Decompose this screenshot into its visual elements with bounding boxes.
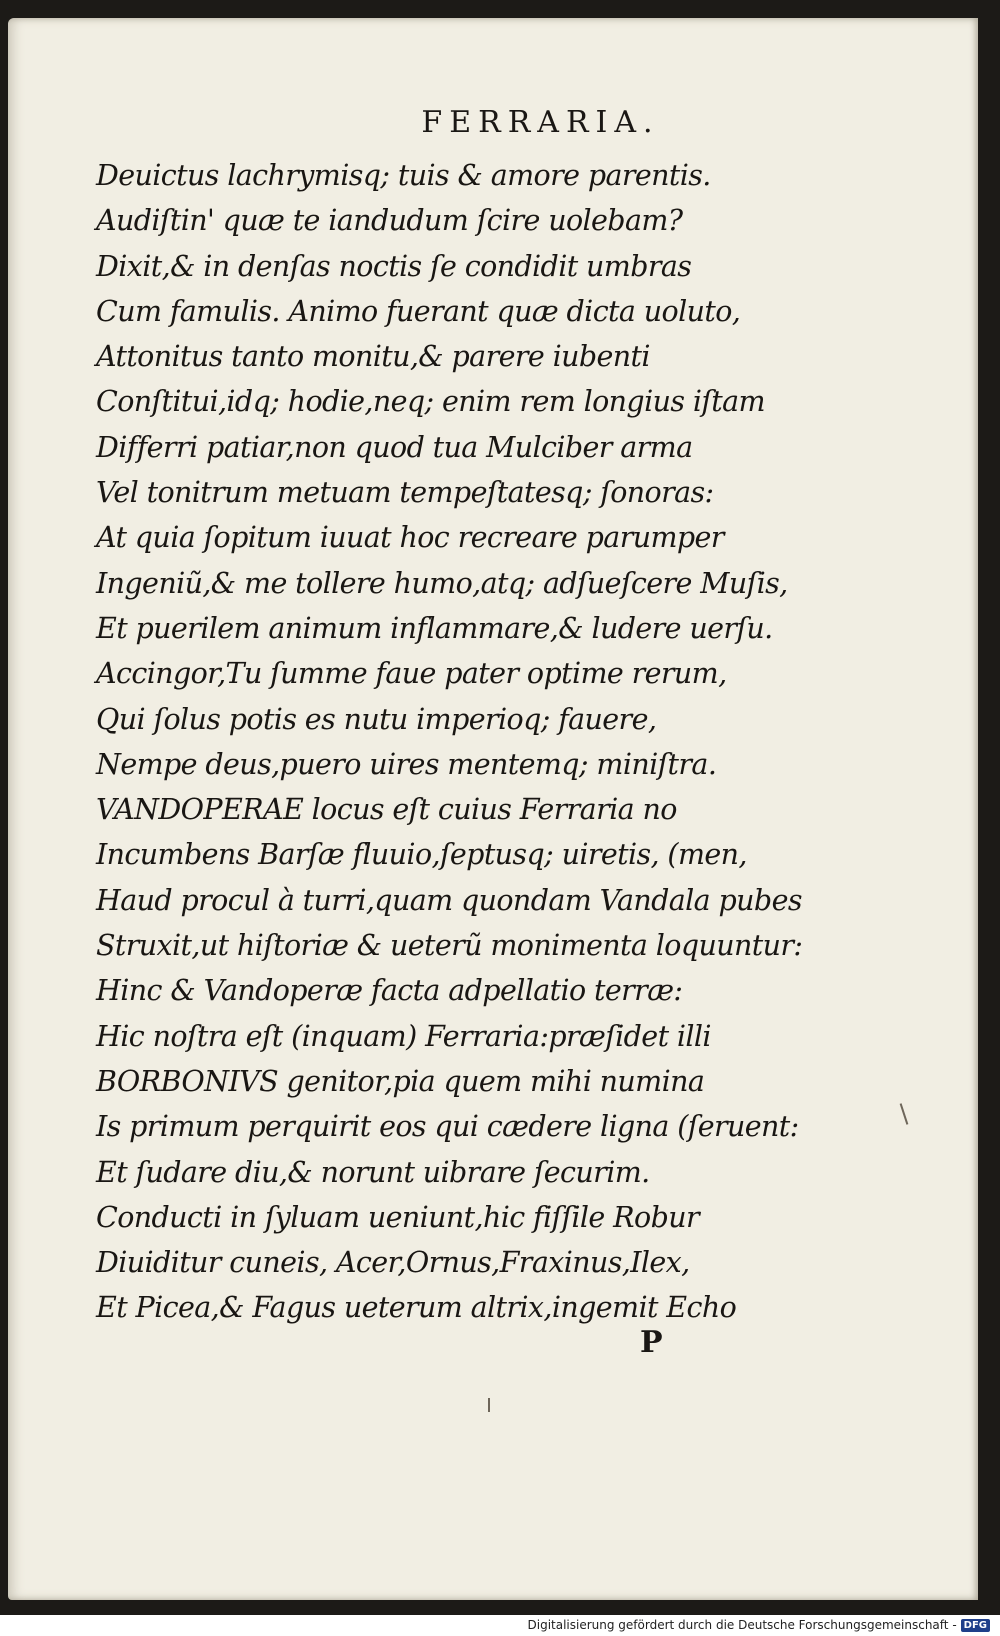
verse-line: Differri patiar,non quod tua Mulciber arma: [96, 430, 693, 464]
verse-list: [96, 153, 803, 1331]
verse-line: Qui ſolus potis es nutu imperioq; fauere,: [96, 702, 657, 736]
verse-line: Et ſudare diu,& norunt uibrare ſecurim.: [96, 1155, 650, 1189]
paper-speck: [488, 1398, 490, 1412]
verse-line: Attonitus tanto monitu,& parere iubenti: [96, 340, 650, 374]
running-head: FERRARIA.: [421, 105, 660, 140]
verse-line: Ingeniũ,& me tollere humo,atq; adſueſcere Muſis,: [96, 566, 788, 600]
verse-line: BORBONIVS genitor,pia quem mihi numina: [96, 1064, 705, 1098]
verse-line: Deuictus lachrymisq; tuis & amore parentis.: [96, 159, 711, 192]
verse-line: Diuiditur cuneis, Acer,Ornus,Fraxinus,Ilex,: [96, 1246, 690, 1280]
verse-line: At quia ſopitum iuuat hoc recreare parumper: [96, 521, 724, 555]
verse-line: Nempe deus,puero uires mentemq; miniſtra.: [96, 747, 717, 781]
verse-line: VANDOPERAE locus eſt cuius Ferraria no: [96, 793, 677, 827]
verse-line: Hinc & Vandoperæ facta adpellatio terræ:: [96, 974, 683, 1008]
verse-line: Audiſtin' quæ te iandudum ſcire uolebam?: [96, 204, 683, 238]
credit-text: Digitalisierung gefördert durch die Deutsche Forschungsgemeinschaft -: [527, 1618, 957, 1632]
verse-line: Hic noſtra eſt (inquam) Ferraria:præſidet illi: [96, 1019, 711, 1053]
verse-line: Conſtitui,idq; hodie,neq; enim rem longius iſtam: [96, 385, 765, 419]
verse-line: Et Picea,& Fagus ueterum altrix,ingemit Echo: [96, 1291, 737, 1325]
verse-line: Et puerilem animum inflammare,& ludere uerſu.: [96, 611, 773, 645]
book-page: [8, 18, 978, 1600]
verse-line: Conducti in ſyluam ueniunt,hic fiſſile Robur: [96, 1200, 699, 1234]
verse-line: Accingor,Tu ſumme faue pater optime rerum,: [96, 657, 727, 691]
verse-line: Dixit,& in denſas noctis ſe condidit umbras: [96, 249, 692, 283]
verse-line: Vel tonitrum metuam tempeſtatesq; ſonoras:: [96, 476, 714, 510]
verse-line: Is primum perquirit eos qui cædere ligna (ſeruent:: [96, 1110, 799, 1144]
verse-line: Cum famulis. Animo fuerant quæ dicta uoluto,: [96, 294, 741, 328]
verse-line: Incumbens Barſæ fluuio,ſeptusq; uiretis, (men,: [96, 838, 747, 872]
verse-line: Struxit,ut hiſtoriæ & ueterũ monimenta loquuntur:: [96, 929, 803, 963]
dfg-logo-icon: DFG: [961, 1619, 990, 1632]
catchword: P: [640, 1325, 663, 1360]
verse-line: Haud procul à turri,quam quondam Vandala pubes: [96, 883, 802, 917]
digitization-credit: [528, 1618, 991, 1632]
